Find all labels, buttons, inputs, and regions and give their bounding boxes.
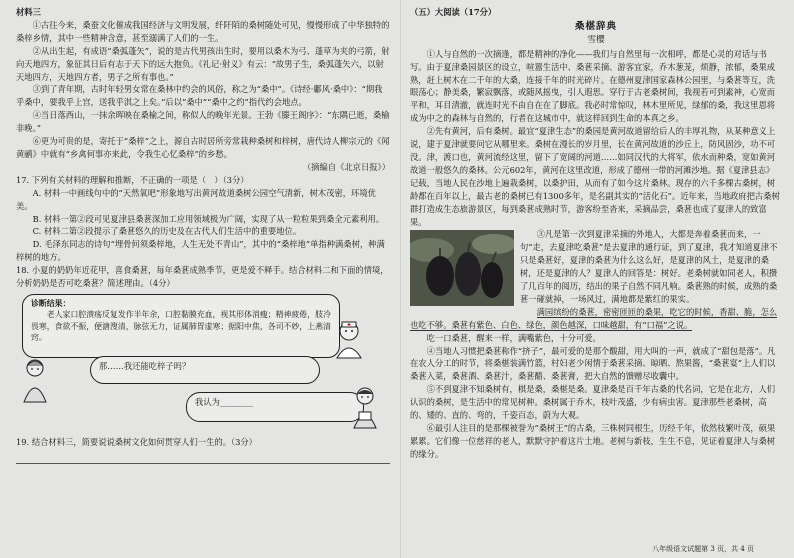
grandma-icon (20, 358, 50, 404)
diagnosis-text: 老人家口腔溃疡反复发作半年余，口腔黏膜充血，视其形体消瘦；精神疲倦，肢冷畏寒，食欲不振，便溏溲清，脉弦无力，证属肺胃虚寒；据阳中焦，各司不妙，上燕清窍。 (31, 310, 331, 343)
material3-paragraph: ③到了青年期，古时年轻男女常在桑林中约会的风俗，称之为“桑中”。《诗经·鄘风·桑中》：“期我乎桑中，要我乎上宫，送我乎淇之上矣。”后以“桑中”“桑中之约”指代约会地点。 (16, 84, 383, 108)
material3-paragraph: ④当日落西山，一抹余晖映在桑榆之间，称似人的晚年光景。王勃《滕王阁序》：“东隅已逝，桑榆非晚。” (16, 110, 390, 134)
article-title: 桑椹辞典 (574, 20, 617, 32)
mulberry-image (410, 230, 514, 306)
section-heading: （五）大阅读（17分） (410, 7, 497, 17)
article-paragraph: ⑤不到夏津不知桑树有，棋是桑，桑椹是桑。夏津桑是百千年古桑的代名词，它是在北方，人们认识的桑树，是生活中的常见树种。桑树属于乔木，枝叶茂盛，少有病虫害。夏津那些老桑树，高的、矮的、直的、弯的，千姿百态，蔚为大观。 (410, 384, 776, 421)
answer-line[interactable] (16, 451, 390, 464)
question-17: 17. 下列有关材料的理解和推断，不正确的一项是（ ）（3分） (16, 174, 249, 185)
paragraph-with-photo (410, 228, 782, 344)
article-paragraph: ①人与自然的一次摘逢，都是精神的净化——我们与自然里每一次相呼，都是心灵的对话与书写。由于夏津桑园景区的设立，喧嚣生活中、桑葚采摘、游客宜家，乔木葱茏，烦静，浓郁，桑果成熟，赶上树木在二千年的大桑，连接千年的时光碎片。在德州夏津国家森林公园里，与桑葚等互，洗眼荡心；静美桑，繁寂飘落，或随风摇曳，引人遐思。穿行于古老桑树间，我视若可到素神，心宽而平和，耳目清澈，就连时光不由自在在了脚底。我必时常惊叹，林木里所见，绿郁的桑，我这里恩将成为中之的森林与自然的，行者在这城市中，就这样回到生命的本真之乡。 (410, 48, 776, 124)
q18-scenario (16, 292, 390, 436)
diagnosis-title: 诊断结果： (31, 298, 71, 308)
left-column (16, 6, 390, 464)
question-19: 19. 结合材料三，简要说说桑树文化如何贯穿人们一生的。（3分） (16, 436, 257, 447)
q17-option-a: A. 材料一中画线句中的“天然氧吧”形象地写出黄河故道桑树公园空气清新，树木茂密，环境优美。 (16, 187, 376, 211)
material3-title: 材料三 (16, 7, 41, 17)
student-speech-text: 我认为________ (195, 396, 254, 407)
right-column (410, 6, 782, 461)
grandma-speech-bubble (90, 356, 320, 384)
underlined-sentence: 满园缤纷的桑葚，密密匝匝的桑果，吃它的时候，香甜、脆，怎么也吃不够。桑葚有紫色、白色、绿色，颜色越深，口味越甜，有“口福”之说。 (410, 306, 778, 330)
question-18: 18. 小夏的奶奶年近花甲，喜食桑葚，每年桑葚成熟季节，更是爱不释手。结合材料二和下面的情境，分析奶奶是否可吃桑葚？简述理由。（4分） (16, 265, 389, 289)
article-author: 雪樱 (587, 34, 605, 45)
article-paragraph: ③凡是第一次到夏津采摘的外地人，大都是奔着桑葚而来，一句“走，去夏津吃桑葚”是去夏津的通行证，到了夏津，我才知道夏津不只是桑葚好，夏津的桑葚为什么这么好，是夏津的风土，是夏津的桑树，还是夏津的人？夏津人的回答是：树好。老桑树就如同老人，积攒了几百年的阅历，结出的果子自然不同凡响。桑葚熟的时候，成熟的桑葚一碰就掉，一场风过，满地都是紫红的果实。 (520, 229, 778, 304)
page-footer: 八年级语文试题第 3 页，共 4 页 (652, 545, 754, 553)
article-paragraph: ⑥最引人注目的是那棵被誉为“桑树王”的古桑，三株树同根生，历经千年，依然枝繁叶茂，硕果累累。它们像一位慈祥的老人，默默守护着这片土地。老树与新枝，生生不息，见证着夏津人与桑树的缘分。 (410, 423, 776, 459)
article-paragraph-underlined (410, 306, 782, 332)
material3-paragraph: ②从出生起，有成语“桑弧蓬矢”，说的是古代男孩出生时，要用以桑木为弓、蓬草为夹的弓箭，射向天地四方，象征其日后有志于天下的远大抱负。《礼记·射义》有云：“故男子生，桑弧蓬矢六，以射天地四方，天地四方者，男子之所有事也。” (16, 45, 390, 82)
q17-option-b: B. 材料一第②段可见夏津县桑葚深加工应用领域极为广阔，实现了从一粒粒果到桑全元素利用。 (32, 213, 385, 224)
diagnosis-box (22, 294, 340, 358)
q17-option-c: C. 材料二第②段提示了桑葚悠久的历史及在古代人们生活中的重要地位。 (32, 226, 302, 237)
material3-paragraph: ①古往今来，桑蚕文化催成我国经济与文明发展，纤阡陌的桑树随处可见，慢慢形成了中华独特的桑梓乡情，其中一些精神含意，甚至溺满了人们的一生。 (16, 19, 390, 43)
q17-option-d: D. 毛泽东同志的诗句“埋骨何须桑梓地，人生无处不青山”，其中的“桑梓地”单指种满桑树，种满梓树的地方。 (16, 239, 385, 263)
grandma-speech-text: 那……我还能吃梓子吗？ (99, 360, 191, 371)
page-fold (400, 0, 401, 558)
article-paragraph: 吃一口桑葚，醒来一样，满嘴紫色，十分可爱。 (426, 332, 601, 343)
mulberry-photo (410, 230, 514, 306)
material3-source: （摘编自《北京日报》） (302, 161, 390, 172)
student-icon (350, 386, 380, 430)
article-paragraph: ④当地人习惯把桑葚称作“挤子”，最可爱的是那个酸甜，用大叫的一声，就成了“甜包是落”。凡在农人分工的时节，将桑椹装满竹篮，村妇老少闲情于桑葚采摘、晾晒、熬果酱，“桑葚宴”上人们以桑葚入菜，桑葚酒、桑葚汁，桑葚醋、桑葚膏，把大自然的馈赠尽收囊中。 (410, 345, 776, 382)
material3-paragraph: ⑥更为可贵的是，寄托于“桑梓”之上，源自古时居所旁常栽种桑树和梓树，唐代诗人柳宗元的《闻黄鹂》中就有“乡禽何事亦来此，令我生心忆桑梓”的乡愁。 (16, 136, 390, 159)
student-speech-bubble (186, 392, 364, 422)
doctor-icon (332, 320, 366, 360)
article-paragraph: ②先有黄河，后有桑树。最宜“夏津生态”的桑园是黄河故道留给后人的丰厚礼物，从某种意义上说，建于夏津就要问它从哪里来。桑树在漫长的岁月里，长在黄河故道的沙丘上，防风固沙，功不可没。津，渡口也，黄河流经这里，留下了宽阔的河道……如同汉代的大将军，依水而种桑，宽如黄河故道一般悠久的桑林。公元602年，黄河在这里改道，形成了德州一带的河滩沙地。据《夏津县志》记载，当地人民在沙地上遍栽桑树，以桑护田，从而有了如今这片桑林。现存的六千多棵古桑树，树龄都在百年以上，最古老的桑树已有1300多年，是名副其实的“活化石”。近年来，当地政府把古桑树群打造成生态旅游景区，每到桑葚成熟时节，游客纷至沓来，采摘品尝，桑葚也成了夏津人的致富果。 (410, 126, 780, 227)
